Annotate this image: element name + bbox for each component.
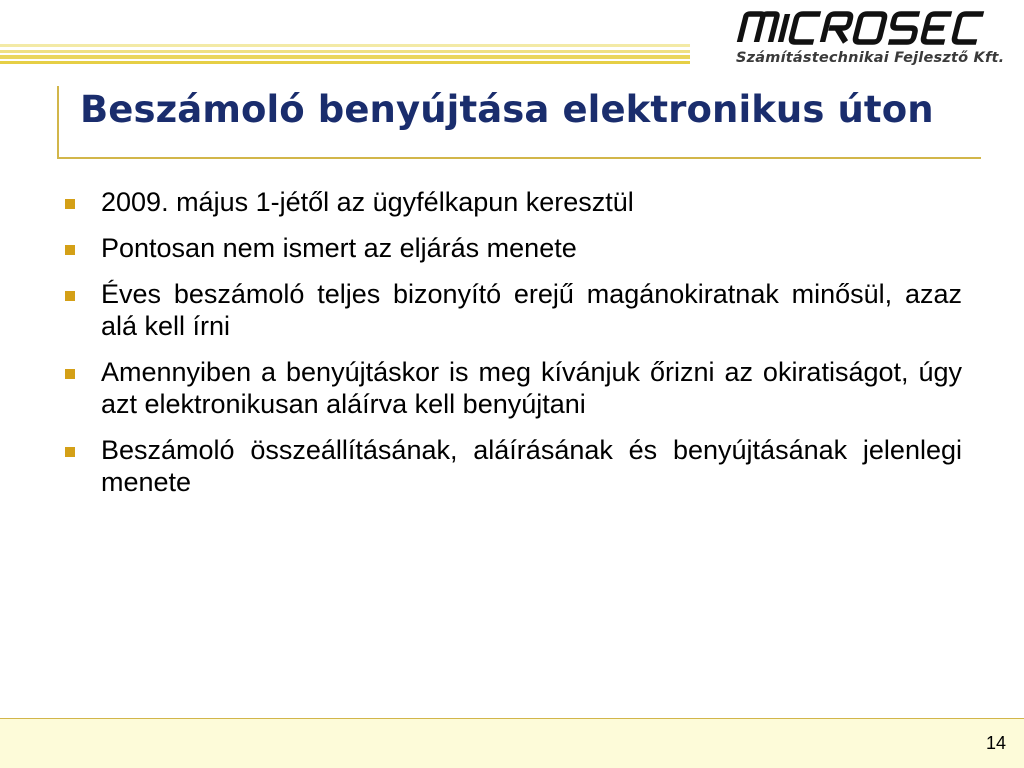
company-subtitle: Számítástechnikai Fejlesztő Kft. — [736, 50, 1005, 66]
slide-content — [62, 186, 962, 512]
bullet-item — [62, 186, 962, 218]
bullet-item — [62, 434, 962, 498]
bullet-item — [62, 356, 962, 420]
microsec-wordmark-logo — [734, 8, 990, 48]
bullet-text: Éves beszámoló teljes bizonyító erejű magánokiratnak minősül, azaz alá kell írni — [101, 279, 962, 341]
page-number: 14 — [985, 733, 1006, 753]
company-logo — [726, 8, 1005, 72]
square-bullet-icon — [65, 447, 75, 457]
square-bullet-icon — [65, 245, 75, 255]
bullet-item — [62, 278, 962, 342]
title-vertical-rule — [57, 86, 59, 158]
title-horizontal-rule — [57, 157, 981, 159]
square-bullet-icon — [65, 291, 75, 301]
bullet-text: 2009. május 1-jétől az ügyfélkapun keresztül — [101, 187, 634, 217]
bullet-item — [62, 232, 962, 264]
square-bullet-icon — [65, 369, 75, 379]
bullet-text: Amennyiben a benyújtáskor is meg kívánjuk őrizni az okiratiságot, úgy azt elektronikusan aláírva kell benyújtani — [101, 357, 962, 419]
slide-title: Beszámoló benyújtása elektronikus úton — [80, 88, 934, 131]
bullet-list — [62, 186, 962, 498]
bullet-text: Beszámoló összeállításának, aláírásának és benyújtásának jelenlegi menete — [101, 435, 962, 497]
square-bullet-icon — [65, 199, 75, 209]
bullet-text: Pontosan nem ismert az eljárás menete — [101, 233, 577, 263]
slide-footer — [0, 719, 1024, 768]
header-stripes — [0, 44, 690, 68]
